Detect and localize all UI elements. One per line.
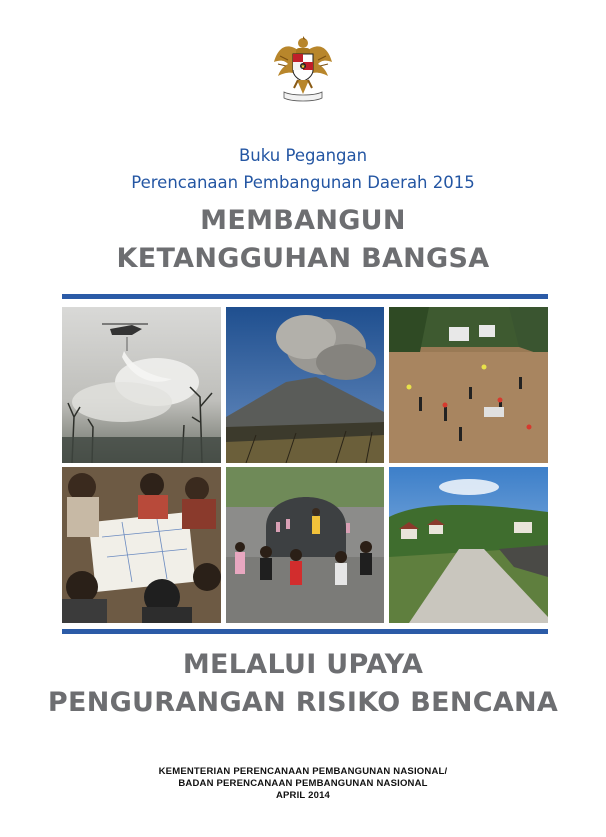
- photo-forest-fire-helicopter: [62, 307, 221, 463]
- tagline-line-2: PENGURANGAN RISIKO BENCANA: [47, 687, 559, 718]
- photo-mapping-workshop: [62, 467, 221, 623]
- subtitle-line-1: Buku Pegangan: [238, 146, 368, 165]
- garuda-emblem-icon: [272, 34, 334, 104]
- bottom-divider: [62, 629, 548, 634]
- photo-volcano-eruption: [226, 307, 384, 463]
- footer-date: APRIL 2014: [275, 790, 331, 801]
- top-divider: [62, 294, 548, 299]
- title-line-1: MEMBANGUN: [200, 205, 406, 236]
- photo-village-road: [389, 467, 548, 623]
- photo-children-circle: [226, 467, 384, 623]
- photo-flooded-street: [389, 307, 548, 463]
- title-line-2: KETANGGUHAN BANGSA: [116, 243, 490, 274]
- subtitle-line-2: Perencanaan Pembangunan Daerah 2015: [131, 173, 475, 192]
- tagline-line-1: MELALUI UPAYA: [182, 649, 424, 680]
- footer-ministry-line-1: KEMENTERIAN PERENCANAAN PEMBANGUNAN NASIONAL/: [158, 766, 448, 777]
- footer-ministry-line-2: BADAN PERENCANAAN PEMBANGUNAN NASIONAL: [178, 778, 428, 789]
